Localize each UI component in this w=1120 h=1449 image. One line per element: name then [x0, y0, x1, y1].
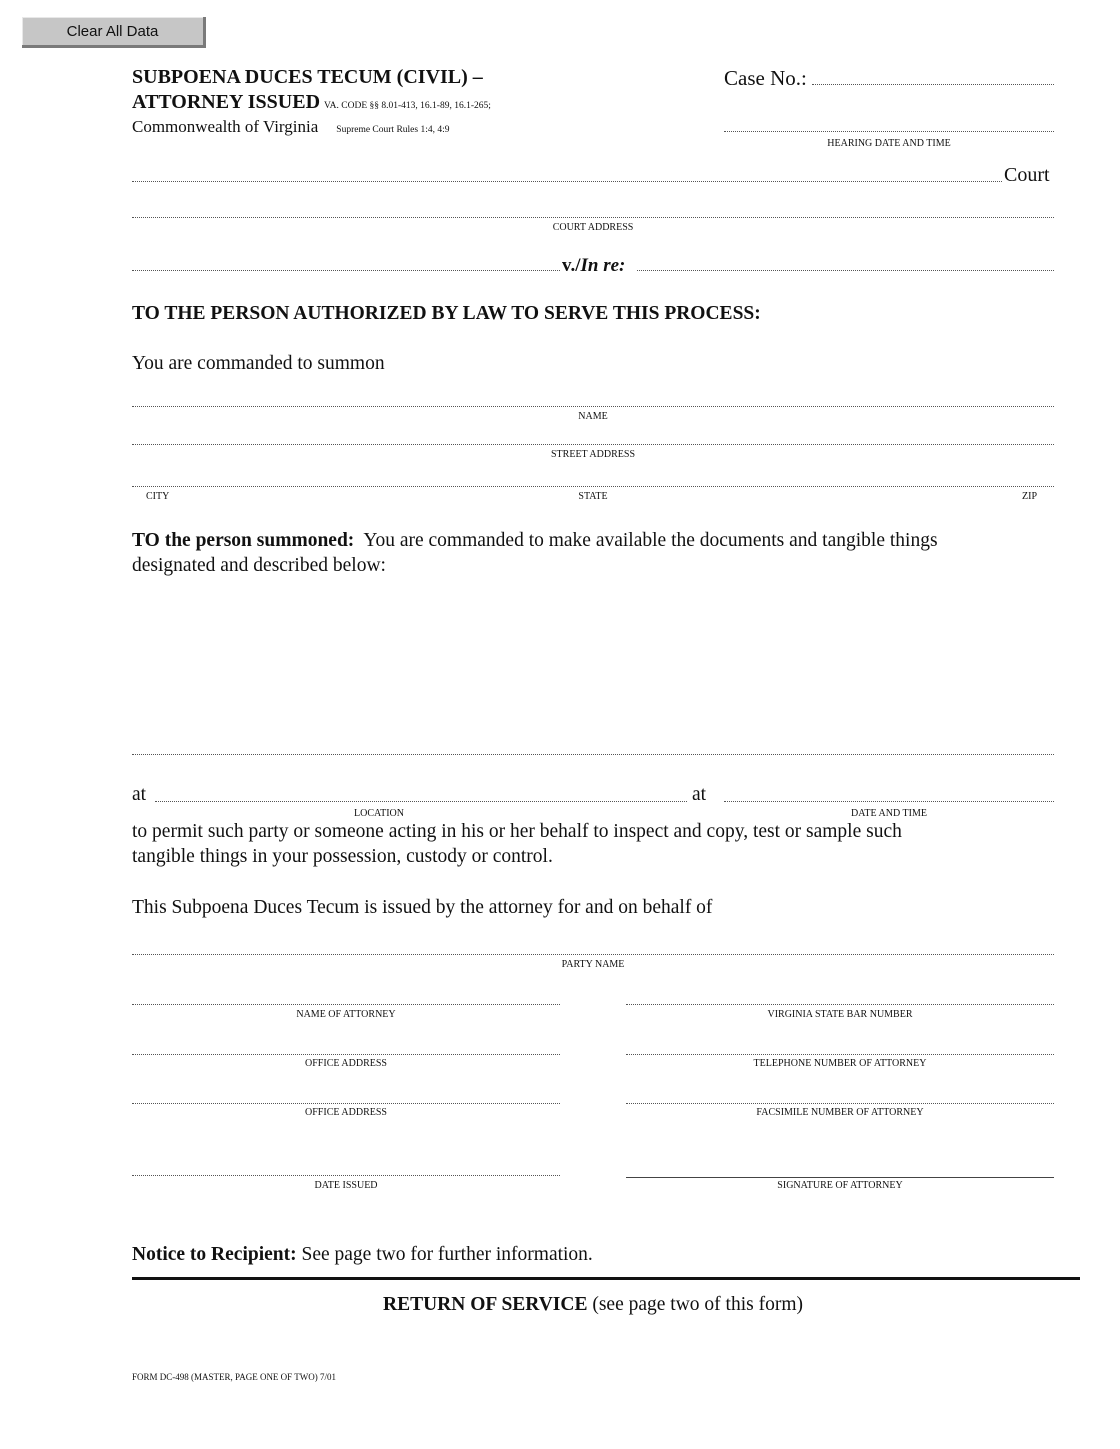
permit-line1: to permit such party or someone acting in his or her behalf to inspect and copy, test or sample such: [132, 821, 902, 842]
date-time-input[interactable]: [724, 783, 1054, 801]
defendant-input[interactable]: [637, 252, 1055, 270]
jurisdiction: Commonwealth of Virginia: [132, 117, 319, 136]
notice-bold: Notice to Recipient:: [132, 1244, 297, 1265]
at-datetime-label: at: [692, 784, 707, 805]
hearing-date-input[interactable]: [724, 113, 1056, 131]
form-title-line2-text: ATTORNEY ISSUED: [132, 91, 321, 113]
hearing-date-label: HEARING DATE AND TIME: [827, 138, 951, 149]
signature-line: [626, 1177, 1054, 1178]
signature-label: SIGNATURE OF ATTORNEY: [777, 1180, 903, 1191]
party-name-input[interactable]: [132, 936, 1054, 954]
summoned-text: You are commanded to make available the documents and tangible things: [363, 530, 938, 551]
clear-all-data-button[interactable]: Clear All Data: [22, 17, 206, 48]
telephone-input[interactable]: [626, 1036, 1054, 1054]
street-address-label: STREET ADDRESS: [551, 449, 635, 460]
summon-text: You are commanded to summon: [132, 353, 385, 374]
form-title-line1: SUBPOENA DUCES TECUM (CIVIL) –: [132, 66, 483, 88]
state-label: STATE: [578, 491, 608, 502]
summoned-paragraph-line1: [132, 530, 938, 552]
case-no-label: Case No.:: [724, 66, 807, 90]
code-reference: VA. CODE §§ 8.01-413, 16.1-89, 16.1-265;: [324, 101, 491, 111]
attorney-name-label: NAME OF ATTORNEY: [296, 1009, 396, 1020]
v-in-re-label: [562, 255, 625, 277]
return-text: (see page two of this form): [592, 1294, 803, 1315]
location-input[interactable]: [155, 783, 687, 801]
summoned-paragraph-line2: designated and described below:: [132, 555, 386, 576]
attorney-name-input[interactable]: [132, 986, 560, 1004]
summoned-name-input[interactable]: [132, 388, 1054, 406]
section-divider: [132, 1277, 1080, 1280]
form-title-line2: [132, 91, 491, 114]
office-address-1-input[interactable]: [132, 1036, 560, 1054]
at-location-label: at: [132, 784, 147, 805]
court-address-input[interactable]: [132, 199, 1054, 217]
zip-label: ZIP: [1022, 491, 1037, 502]
location-label: LOCATION: [354, 808, 404, 819]
bar-number-label: VIRGINIA STATE BAR NUMBER: [767, 1009, 913, 1020]
return-of-service: [132, 1294, 1054, 1316]
case-no-input[interactable]: [812, 66, 1056, 84]
court-name-input[interactable]: [132, 163, 1002, 181]
notice-to-recipient: [132, 1244, 593, 1266]
rules-reference: Supreme Court Rules 1:4, 4:9: [336, 125, 450, 135]
return-bold: RETURN OF SERVICE: [383, 1294, 588, 1315]
office-address-2-label: OFFICE ADDRESS: [305, 1107, 387, 1118]
city-state-zip-input[interactable]: [132, 468, 1054, 486]
date-issued-label: DATE ISSUED: [314, 1180, 378, 1191]
notice-text: See page two for further information.: [301, 1244, 593, 1265]
facsimile-input[interactable]: [626, 1085, 1054, 1103]
service-heading: TO THE PERSON AUTHORIZED BY LAW TO SERVE THIS PROCESS:: [132, 303, 761, 324]
street-address-input[interactable]: [132, 426, 1054, 444]
date-issued-input[interactable]: [132, 1157, 560, 1175]
permit-line2: tangible things in your possession, custody or control.: [132, 846, 553, 867]
summoned-bold: TO the person summoned:: [132, 530, 355, 551]
issued-text: This Subpoena Duces Tecum is issued by the attorney for and on behalf of: [132, 897, 713, 918]
v-label: v./: [562, 255, 581, 276]
office-address-1-label: OFFICE ADDRESS: [305, 1058, 387, 1069]
court-address-label: COURT ADDRESS: [552, 222, 634, 233]
plaintiff-input[interactable]: [132, 252, 560, 270]
court-label: Court: [1004, 164, 1050, 186]
documents-description-input[interactable]: [132, 590, 1054, 750]
telephone-label: TELEPHONE NUMBER OF ATTORNEY: [753, 1058, 927, 1069]
party-name-label: PARTY NAME: [561, 959, 625, 970]
form-id: FORM DC-498 (MASTER, PAGE ONE OF TWO) 7/01: [132, 1372, 337, 1382]
city-label: CITY: [146, 491, 170, 502]
jurisdiction-line: [132, 117, 449, 137]
bar-number-input[interactable]: [626, 986, 1054, 1004]
name-label: NAME: [578, 411, 608, 422]
date-time-label: DATE AND TIME: [851, 808, 927, 819]
office-address-2-input[interactable]: [132, 1085, 560, 1103]
in-re-label: In re:: [580, 255, 626, 276]
facsimile-label: FACSIMILE NUMBER OF ATTORNEY: [756, 1107, 924, 1118]
